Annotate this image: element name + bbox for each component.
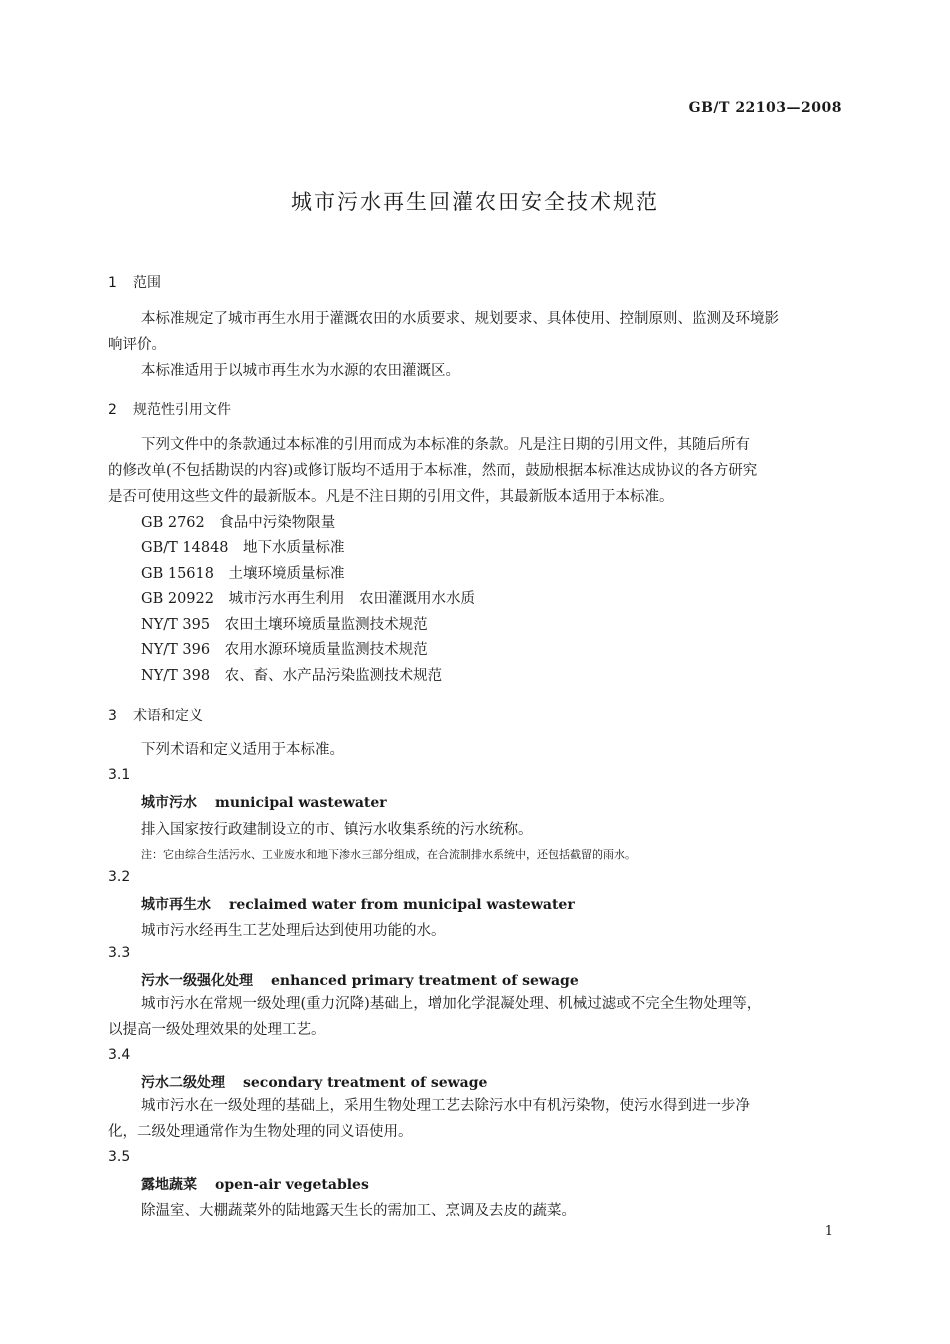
term-note: 注：它由综合生活污水、工业废水和地下渗水三部分组成，在合流制排水系统中，还包括截留的雨水。 xyxy=(141,848,636,861)
term-definition xyxy=(108,991,844,1043)
section-1-heading xyxy=(108,272,161,292)
clause-number: 3.2 xyxy=(108,869,131,885)
text-line: 下列文件中的条款通过本标准的引用而成为本标准的条款。凡是注日期的引用文件，其随后所有 xyxy=(141,437,750,453)
term-heading xyxy=(141,970,579,990)
clause-number: 3.4 xyxy=(108,1047,131,1063)
term-heading xyxy=(141,792,387,812)
section-number: 2 xyxy=(108,402,117,418)
term-zh: 污水一级强化处理 xyxy=(141,973,253,989)
section-title: 范围 xyxy=(133,275,161,291)
text-line: 是否可使用这些文件的最新版本。凡是不注日期的引用文件，其最新版本适用于本标准。 xyxy=(108,489,674,505)
term-en: reclaimed water from municipal wastewater xyxy=(229,897,575,913)
term-zh: 城市污水 xyxy=(141,795,197,811)
text-line: 城市污水在一级处理的基础上，采用生物处理工艺去除污水中有机污染物，使污水得到进一步净 xyxy=(141,1098,750,1114)
text-line: 化，二级处理通常作为生物处理的同义语使用。 xyxy=(108,1124,413,1140)
document-title: 城市污水再生回灌农田安全技术规范 xyxy=(291,190,659,214)
reference-item: GB 20922 城市污水再生利用 农田灌溉用水水质 xyxy=(141,591,475,607)
term-zh: 城市再生水 xyxy=(141,897,211,913)
section-3-heading xyxy=(108,705,203,725)
page-number: 1 xyxy=(824,1224,833,1239)
text-line: 响评价。 xyxy=(108,337,166,353)
term-en: secondary treatment of sewage xyxy=(243,1075,488,1091)
section-number: 3 xyxy=(108,708,117,724)
text-line: 的修改单(不包括勘误的内容)或修订版均不适用于本标准，然而，鼓励根据本标准达成协议的各方研究 xyxy=(108,463,758,479)
standard-code: GB/T 22103—2008 xyxy=(688,100,842,116)
section-title: 术语和定义 xyxy=(133,708,203,724)
text-line: 本标准规定了城市再生水用于灌溉农田的水质要求、规划要求、具体使用、控制原则、监测及环境影 xyxy=(141,311,779,327)
clause-number: 3.5 xyxy=(108,1149,131,1165)
term-zh: 露地蔬菜 xyxy=(141,1177,197,1193)
section-3-intro: 下列术语和定义适用于本标准。 xyxy=(141,742,344,758)
reference-item: NY/T 395 农田土壤环境质量监测技术规范 xyxy=(141,617,428,633)
reference-item: NY/T 396 农用水源环境质量监测技术规范 xyxy=(141,642,428,658)
reference-item: NY/T 398 农、畜、水产品污染监测技术规范 xyxy=(141,668,443,684)
term-definition xyxy=(108,1093,844,1145)
clause-number: 3.1 xyxy=(108,767,131,783)
term-definition: 城市污水经再生工艺处理后达到使用功能的水。 xyxy=(141,923,446,939)
term-heading xyxy=(141,894,575,914)
text-line: 以提高一级处理效果的处理工艺。 xyxy=(108,1022,326,1038)
section-1-paragraph-2: 本标准适用于以城市再生水为水源的农田灌溉区。 xyxy=(141,363,460,379)
section-title: 规范性引用文件 xyxy=(133,402,231,418)
term-definition: 除温室、大棚蔬菜外的陆地露天生长的需加工、烹调及去皮的蔬菜。 xyxy=(141,1203,576,1219)
term-en: enhanced primary treatment of sewage xyxy=(271,973,579,989)
term-heading xyxy=(141,1072,487,1092)
reference-item: GB/T 14848 地下水质量标准 xyxy=(141,540,345,556)
term-en: open-air vegetables xyxy=(215,1177,369,1193)
text-line: 城市污水在常规一级处理(重力沉降)基础上，增加化学混凝处理、机械过滤或不完全生物处理等， xyxy=(141,996,762,1012)
reference-item: GB 15618 土壤环境质量标准 xyxy=(141,566,345,582)
section-2-paragraph xyxy=(108,432,844,510)
section-1-paragraph-1 xyxy=(108,306,844,358)
term-heading xyxy=(141,1174,369,1194)
reference-item: GB 2762 食品中污染物限量 xyxy=(141,515,336,531)
clause-number: 3.3 xyxy=(108,945,131,961)
term-definition: 排入国家按行政建制设立的市、镇污水收集系统的污水统称。 xyxy=(141,822,533,838)
term-en: municipal wastewater xyxy=(215,795,387,811)
term-zh: 污水二级处理 xyxy=(141,1075,225,1091)
section-2-heading xyxy=(108,399,231,419)
section-number: 1 xyxy=(108,275,117,291)
